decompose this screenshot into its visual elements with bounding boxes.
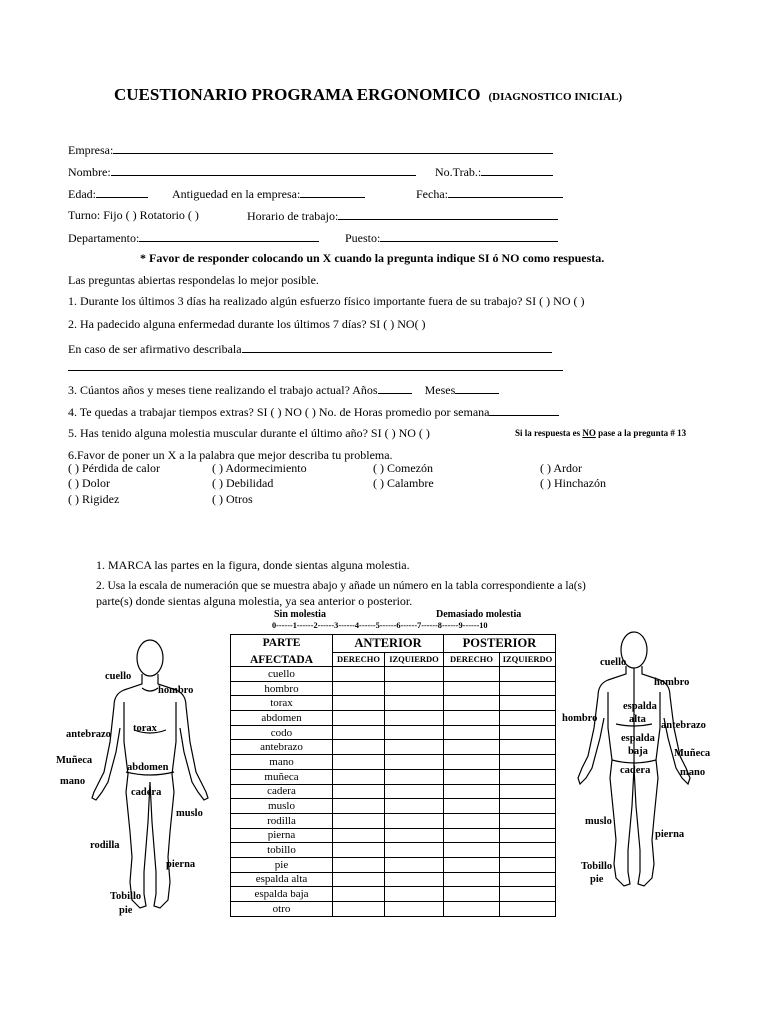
question-2-extra-line[interactable] — [68, 370, 563, 371]
antiguedad-row — [172, 186, 365, 202]
header-anterior-izquierdo: IZQUIERDO — [385, 652, 444, 666]
back-body-outline — [578, 632, 690, 886]
back-label-cadera: cadera — [620, 765, 651, 776]
part-cell: rodilla — [231, 813, 333, 828]
part-cell: torax — [231, 696, 333, 711]
question-5-note-no: NO — [582, 428, 596, 438]
anterior-derecho-cell[interactable] — [333, 857, 385, 872]
header-anterior-derecho: DERECHO — [333, 652, 385, 666]
back-label-hombro-left: hombro — [562, 713, 598, 724]
anterior-izquierdo-cell[interactable] — [385, 872, 444, 887]
anterior-derecho-cell[interactable] — [333, 696, 385, 711]
symptom-debilidad[interactable]: ( ) Debilidad — [212, 476, 274, 490]
back-label-hombro-right: hombro — [654, 677, 690, 688]
table-row — [231, 725, 556, 740]
anterior-derecho-cell[interactable] — [333, 711, 385, 726]
open-note: Las preguntas abiertas respondelas lo mejor posible. — [68, 273, 319, 287]
anterior-derecho-cell[interactable] — [333, 872, 385, 887]
front-label-cuello: cuello — [105, 671, 132, 682]
anterior-izquierdo-cell[interactable] — [385, 769, 444, 784]
anterior-derecho-cell[interactable] — [333, 784, 385, 799]
antiguedad-label: Antiguedad en la empresa: — [172, 187, 301, 201]
symptom-ardor[interactable]: ( ) Ardor — [540, 461, 582, 475]
question-2: 2. Ha padecido alguna enfermedad durante los últimos 7 días? SI ( ) NO( ) — [68, 317, 426, 331]
back-label-mano: mano — [680, 767, 706, 778]
edad-label: Edad: — [68, 187, 96, 201]
anterior-izquierdo-cell[interactable] — [385, 828, 444, 843]
table-row — [231, 813, 556, 828]
part-cell: espalda baja — [231, 887, 333, 902]
question-2-describe-field[interactable] — [242, 341, 552, 353]
fecha-row — [416, 186, 563, 202]
front-label-muslo: muslo — [176, 808, 203, 819]
table-row — [231, 828, 556, 843]
anterior-derecho-cell[interactable] — [333, 667, 385, 682]
anterior-izquierdo-cell[interactable] — [385, 887, 444, 902]
symptom-comezon[interactable]: ( ) Comezón — [373, 461, 433, 475]
anterior-derecho-cell[interactable] — [333, 755, 385, 770]
anterior-izquierdo-cell[interactable] — [385, 725, 444, 740]
posterior-derecho-cell[interactable] — [444, 725, 500, 740]
nombre-label: Nombre: — [68, 165, 111, 179]
puesto-row — [345, 230, 558, 246]
anterior-izquierdo-cell[interactable] — [385, 813, 444, 828]
nombre-row — [68, 164, 416, 180]
instruction-scale-2: parte(s) donde sientas alguna molestia, ya sea anterior o posterior. — [96, 594, 413, 608]
table-row — [231, 857, 556, 872]
part-cell: abdomen — [231, 711, 333, 726]
front-label-pie: pie — [119, 905, 133, 916]
anterior-derecho-cell[interactable] — [333, 725, 385, 740]
table-row — [231, 784, 556, 799]
posterior-izquierdo-cell[interactable] — [500, 902, 556, 917]
anterior-izquierdo-cell[interactable] — [385, 784, 444, 799]
posterior-izquierdo-cell[interactable] — [500, 696, 556, 711]
question-3-months-field[interactable] — [455, 382, 499, 394]
part-cell: pierna — [231, 828, 333, 843]
posterior-derecho-cell[interactable] — [444, 667, 500, 682]
symptom-otros[interactable]: ( ) Otros — [212, 492, 253, 506]
front-label-muneca: Muñeca — [56, 755, 93, 766]
part-cell: cuello — [231, 667, 333, 682]
part-cell: espalda alta — [231, 872, 333, 887]
posterior-derecho-cell[interactable] — [444, 769, 500, 784]
fecha-field[interactable] — [448, 186, 563, 198]
anterior-derecho-cell[interactable] — [333, 681, 385, 696]
posterior-derecho-cell[interactable] — [444, 799, 500, 814]
puesto-label: Puesto: — [345, 231, 381, 245]
question-3-row — [68, 382, 499, 398]
scale-low-label: Sin molestia — [274, 609, 326, 620]
header-parte: PARTE — [262, 637, 301, 649]
scale-high-label: Demasiado molestia — [436, 609, 522, 620]
back-label-tobillo: Tobillo — [581, 861, 613, 872]
anterior-derecho-cell[interactable] — [333, 843, 385, 858]
posterior-izquierdo-cell[interactable] — [500, 725, 556, 740]
puesto-field[interactable] — [380, 230, 558, 242]
posterior-derecho-cell[interactable] — [444, 711, 500, 726]
table-row — [231, 799, 556, 814]
posterior-derecho-cell[interactable] — [444, 755, 500, 770]
anterior-derecho-cell[interactable] — [333, 887, 385, 902]
question-4-label: 4. Te quedas a trabajar tiempos extras? SI ( ) NO ( ) No. de Horas promedio por semana — [68, 405, 490, 419]
question-2-describe-label: En caso de ser afirmativo describala — [68, 342, 242, 356]
anterior-izquierdo-cell[interactable] — [385, 667, 444, 682]
header-anterior: ANTERIOR — [333, 635, 444, 653]
edad-row — [68, 186, 148, 202]
posterior-derecho-cell[interactable] — [444, 813, 500, 828]
symptom-perdida-calor[interactable]: ( ) Pérdida de calor — [68, 461, 160, 475]
question-5: 5. Has tenido alguna molestia muscular durante el último año? SI ( ) NO ( ) — [68, 426, 430, 440]
body-parts-table — [230, 634, 556, 917]
table-row — [231, 872, 556, 887]
anterior-izquierdo-cell[interactable] — [385, 857, 444, 872]
question-4-row — [68, 404, 559, 420]
posterior-izquierdo-cell[interactable] — [500, 740, 556, 755]
front-label-pierna: pierna — [166, 859, 196, 870]
posterior-derecho-cell[interactable] — [444, 843, 500, 858]
page-title — [114, 85, 622, 105]
part-cell: otro — [231, 902, 333, 917]
horario-row — [247, 208, 558, 224]
front-label-hombro: hombro — [158, 685, 194, 696]
instruction-text: * Favor de responder colocando un X cuando la pregunta indique SI ó NO como respuesta. — [140, 251, 605, 265]
question-5-note-post: pase a la pregunta # 13 — [595, 428, 687, 438]
anterior-derecho-cell[interactable] — [333, 828, 385, 843]
turno-row — [68, 208, 199, 223]
table-row — [231, 769, 556, 784]
part-cell: antebrazo — [231, 740, 333, 755]
anterior-izquierdo-cell[interactable] — [385, 799, 444, 814]
question-3-label: 3. Cúantos años y meses tiene realizando el trabajo actual? Años — [68, 383, 378, 397]
posterior-izquierdo-cell[interactable] — [500, 828, 556, 843]
instruction-mark: 1. MARCA las partes en la figura, donde sientas alguna molestia. — [96, 558, 410, 572]
part-cell: codo — [231, 725, 333, 740]
front-label-antebrazo: antebrazo — [66, 729, 111, 740]
front-label-cadera: cadera — [131, 787, 162, 798]
table-row — [231, 696, 556, 711]
header-parte-afectada — [231, 635, 333, 667]
no-trab-label: No.Trab.: — [435, 165, 482, 179]
question-3-years-field[interactable] — [378, 382, 412, 394]
table-row — [231, 711, 556, 726]
anterior-izquierdo-cell[interactable] — [385, 902, 444, 917]
symptom-adormecimiento[interactable]: ( ) Adormecimiento — [212, 461, 307, 475]
instruction-scale-1: 2. Usa la escala de numeración que se muestra abajo y añade un número en la tabla correspondiente a la(s) — [96, 580, 586, 592]
question-4-hours-field[interactable] — [489, 404, 559, 416]
anterior-derecho-cell[interactable] — [333, 740, 385, 755]
question-5-note — [515, 428, 686, 438]
posterior-derecho-cell[interactable] — [444, 696, 500, 711]
back-label-muneca: Muñeca — [674, 748, 711, 759]
posterior-izquierdo-cell[interactable] — [500, 887, 556, 902]
header-posterior-izquierdo: IZQUIERDO — [500, 652, 556, 666]
empresa-field[interactable] — [113, 142, 553, 154]
table-row — [231, 843, 556, 858]
fecha-label: Fecha: — [416, 187, 448, 201]
anterior-derecho-cell[interactable] — [333, 769, 385, 784]
symptom-calambre[interactable]: ( ) Calambre — [373, 476, 434, 490]
posterior-izquierdo-cell[interactable] — [500, 799, 556, 814]
departamento-field[interactable] — [139, 230, 319, 242]
back-label-cuello: cuello — [600, 657, 627, 668]
horario-field[interactable] — [338, 208, 558, 220]
posterior-derecho-cell[interactable] — [444, 872, 500, 887]
symptom-rigidez[interactable]: ( ) Rigidez — [68, 492, 120, 506]
no-trab-field[interactable] — [481, 164, 553, 176]
question-3-months-label: Meses — [424, 383, 456, 397]
posterior-derecho-cell[interactable] — [444, 902, 500, 917]
front-label-mano: mano — [60, 776, 86, 787]
anterior-derecho-cell[interactable] — [333, 799, 385, 814]
title-subtitle: (DIAGNOSTICO INICIAL) — [488, 91, 623, 103]
posterior-izquierdo-cell[interactable] — [500, 843, 556, 858]
front-label-torax: torax — [133, 723, 157, 734]
anterior-derecho-cell[interactable] — [333, 902, 385, 917]
anterior-izquierdo-cell[interactable] — [385, 740, 444, 755]
title-text: CUESTIONARIO PROGRAMA ERGONOMICO — [114, 85, 481, 104]
question-5-note-pre: Si la respuesta es — [515, 428, 583, 438]
part-cell: pie — [231, 857, 333, 872]
part-cell: muslo — [231, 799, 333, 814]
posterior-derecho-cell[interactable] — [444, 784, 500, 799]
empresa-row — [68, 142, 553, 158]
part-cell: mano — [231, 755, 333, 770]
edad-field[interactable] — [96, 186, 148, 198]
posterior-derecho-cell[interactable] — [444, 887, 500, 902]
question-2-describe-row — [68, 341, 552, 357]
anterior-derecho-cell[interactable] — [333, 813, 385, 828]
front-label-abdomen: abdomen — [127, 762, 169, 773]
table-row — [231, 740, 556, 755]
question-1: 1. Durante los últimos 3 días ha realizado algún esfuerzo físico importante fuera de su trabajo? SI ( ) NO ( ) — [68, 294, 585, 308]
posterior-izquierdo-cell[interactable] — [500, 857, 556, 872]
anterior-izquierdo-cell[interactable] — [385, 681, 444, 696]
back-label-pierna: pierna — [655, 829, 685, 840]
posterior-izquierdo-cell[interactable] — [500, 769, 556, 784]
symptom-dolor[interactable]: ( ) Dolor — [68, 476, 110, 490]
horario-label: Horario de trabajo: — [247, 209, 339, 223]
question-6: 6.Favor de poner un X a la palabra que mejor describa tu problema. — [68, 448, 393, 462]
posterior-izquierdo-cell[interactable] — [500, 784, 556, 799]
departamento-label: Departamento: — [68, 231, 140, 245]
front-label-rodilla: rodilla — [90, 840, 120, 851]
posterior-izquierdo-cell[interactable] — [500, 681, 556, 696]
posterior-izquierdo-cell[interactable] — [500, 667, 556, 682]
back-body-figure[interactable] — [560, 628, 720, 898]
symptom-hinchazon[interactable]: ( ) Hinchazón — [540, 476, 606, 490]
back-label-espalda-baja-2: baja — [628, 746, 648, 757]
anterior-izquierdo-cell[interactable] — [385, 755, 444, 770]
posterior-izquierdo-cell[interactable] — [500, 755, 556, 770]
part-cell: hombro — [231, 681, 333, 696]
departamento-row — [68, 230, 319, 246]
table-row — [231, 681, 556, 696]
antiguedad-field[interactable] — [300, 186, 365, 198]
back-label-espalda-baja-1: espalda — [621, 733, 655, 744]
posterior-derecho-cell[interactable] — [444, 740, 500, 755]
posterior-derecho-cell[interactable] — [444, 828, 500, 843]
no-trab-row — [435, 164, 553, 180]
back-label-muslo: muslo — [585, 816, 612, 827]
back-label-pie: pie — [590, 874, 604, 885]
header-posterior-derecho: DERECHO — [444, 652, 500, 666]
anterior-izquierdo-cell[interactable] — [385, 843, 444, 858]
turno-label: Turno: Fijo ( ) Rotatorio ( ) — [68, 208, 199, 222]
table-row — [231, 902, 556, 917]
back-label-espalda-alta-2: alta — [629, 714, 646, 725]
header-afectada: AFECTADA — [249, 654, 314, 666]
part-cell: tobillo — [231, 843, 333, 858]
nombre-field[interactable] — [111, 164, 416, 176]
empresa-label: Empresa: — [68, 143, 114, 157]
posterior-derecho-cell[interactable] — [444, 857, 500, 872]
anterior-izquierdo-cell[interactable] — [385, 696, 444, 711]
posterior-izquierdo-cell[interactable] — [500, 711, 556, 726]
header-posterior: POSTERIOR — [444, 635, 556, 653]
posterior-derecho-cell[interactable] — [444, 681, 500, 696]
table-row — [231, 667, 556, 682]
back-label-espalda-alta-1: espalda — [623, 701, 657, 712]
scale-line: 0------1------2------3------4------5------6------7------8------9------10 — [272, 621, 488, 630]
part-cell: muñeca — [231, 769, 333, 784]
table-row — [231, 887, 556, 902]
front-label-tobillo: Tobillo — [110, 891, 142, 902]
table-row — [231, 755, 556, 770]
posterior-izquierdo-cell[interactable] — [500, 872, 556, 887]
back-label-antebrazo: antebrazo — [661, 720, 706, 731]
posterior-izquierdo-cell[interactable] — [500, 813, 556, 828]
part-cell: cadera — [231, 784, 333, 799]
anterior-izquierdo-cell[interactable] — [385, 711, 444, 726]
